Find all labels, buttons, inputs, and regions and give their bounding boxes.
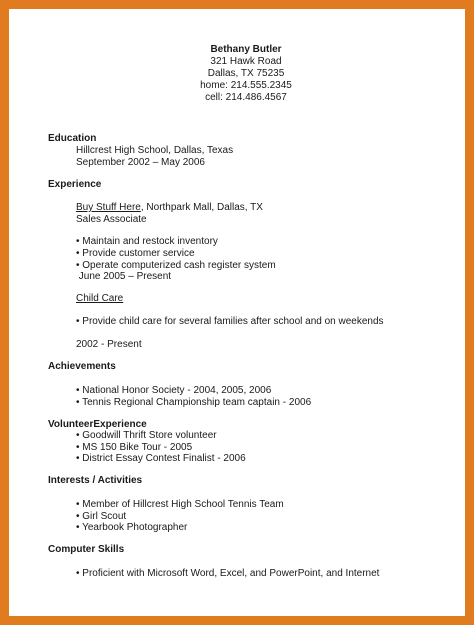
list-item: • Operate computerized cash register system [76, 260, 276, 271]
list-item: • National Honor Society - 2004, 2005, 2006 [76, 385, 272, 396]
job1-location: , Northpark Mall, Dallas, TX [140, 202, 263, 213]
list-item: • Provide customer service [76, 248, 195, 259]
applicant-name: Bethany Butler [210, 44, 282, 55]
interests-heading: Interests / Activities [48, 475, 143, 486]
job2-dates: 2002 - Present [76, 339, 142, 350]
list-item: • District Essay Contest Finalist - 2006 [76, 453, 246, 464]
job2-employer: Child Care [76, 293, 124, 304]
list-item: • Member of Hillcrest High School Tennis Team [76, 499, 284, 510]
job1-dates: June 2005 – Present [76, 271, 172, 282]
job1-title: Sales Associate [76, 214, 147, 225]
list-item: • Girl Scout [76, 511, 127, 522]
education-dates: September 2002 – May 2006 [76, 157, 205, 168]
resume-document [9, 9, 465, 616]
list-item: • Proficient with Microsoft Word, Excel, and PowerPoint, and Internet [76, 568, 380, 579]
list-item: • Provide child care for several families after school and on weekends [76, 316, 384, 327]
city-state-zip: Dallas, TX 75235 [207, 68, 285, 79]
list-item: • MS 150 Bike Tour - 2005 [76, 442, 193, 453]
contact-header [9, 44, 474, 104]
education-school: Hillcrest High School, Dallas, Texas [76, 145, 234, 156]
cell-phone: cell: 214.486.4567 [205, 92, 287, 103]
achievements-heading: Achievements [48, 361, 116, 372]
list-item: • Tennis Regional Championship team captain - 2006 [76, 397, 312, 408]
experience-heading: Experience [48, 179, 102, 190]
education-heading: Education [48, 133, 97, 144]
list-item: • Goodwill Thrift Store volunteer [76, 430, 217, 441]
street-address: 321 Hawk Road [210, 56, 282, 67]
skills-heading: Computer Skills [48, 544, 125, 555]
home-phone: home: 214.555.2345 [200, 80, 292, 91]
job1-employer: Buy Stuff Here [76, 202, 141, 213]
job1-employer-line [76, 202, 263, 213]
list-item: • Maintain and restock inventory [76, 236, 218, 247]
volunteer-heading: VolunteerExperience [48, 419, 147, 430]
list-item: • Yearbook Photographer [76, 522, 188, 533]
